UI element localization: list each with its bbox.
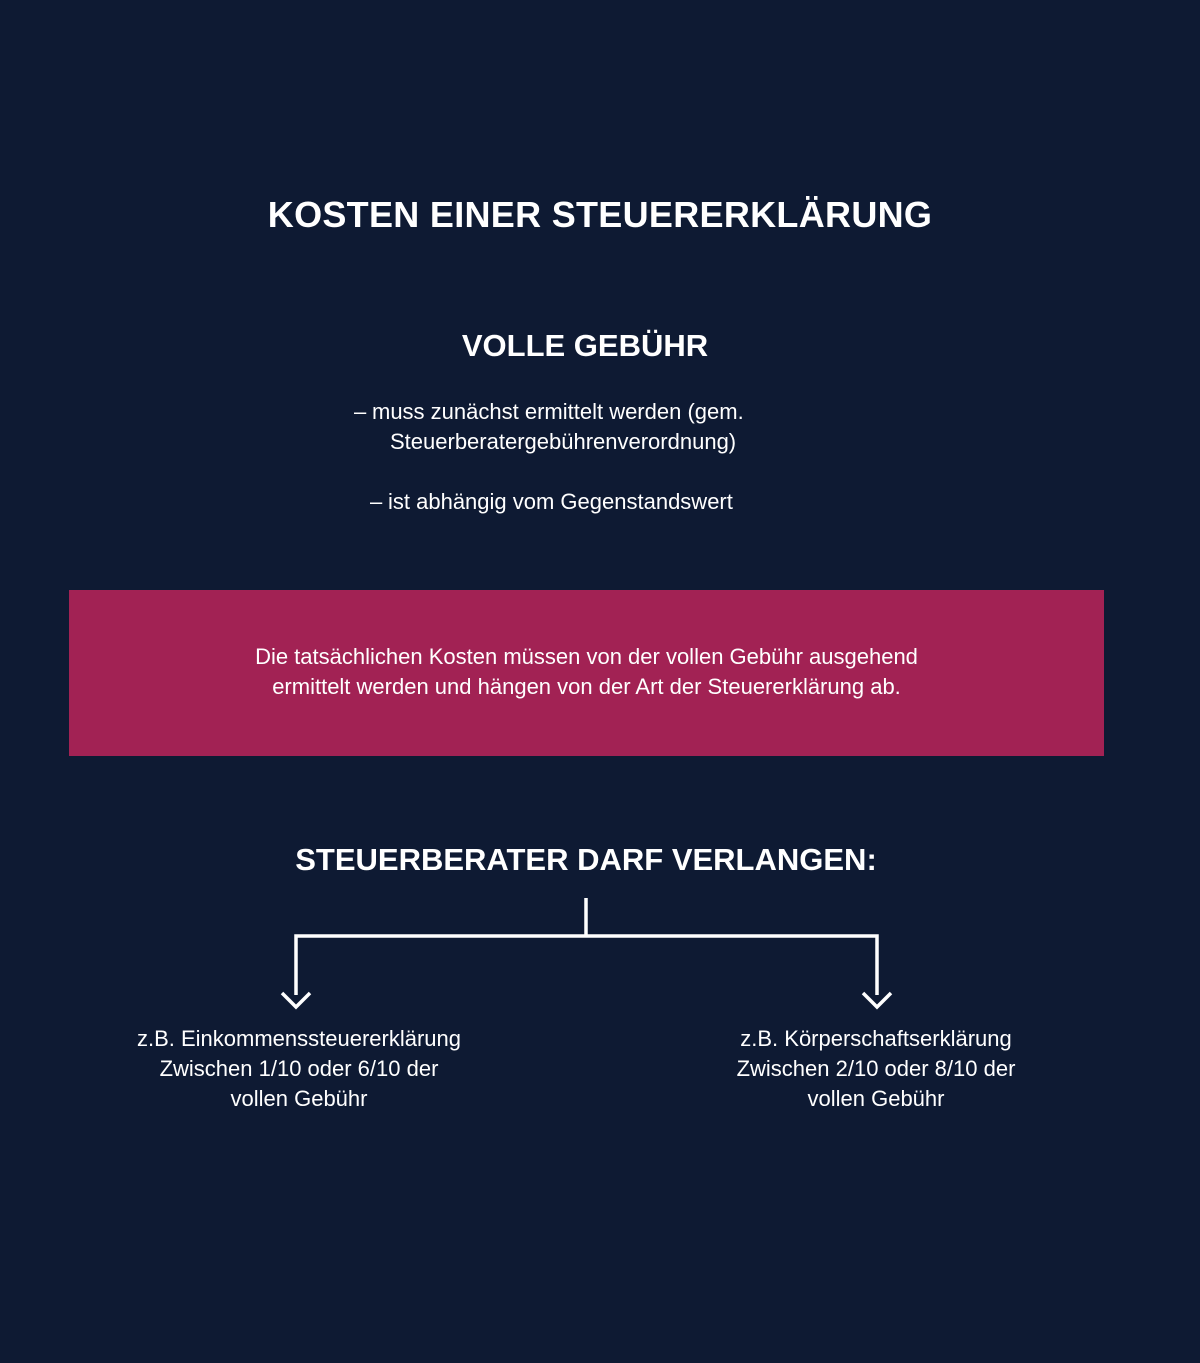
section-title-full-fee: VOLLE GEBÜHR (461, 328, 709, 363)
arrow-head-left (282, 993, 310, 1007)
connector-branch-line (296, 936, 877, 995)
leaf-text-line: z.B. Einkommenssteuererklärung (136, 1026, 462, 1051)
leaf-text-line: Zwischen 1/10 oder 6/10 der (159, 1056, 439, 1081)
bullet-dash: – (354, 399, 367, 424)
bullet-dash: – (370, 489, 383, 514)
leaf-text-line: vollen Gebühr (230, 1086, 368, 1111)
arrow-head-right (863, 993, 891, 1007)
bullet-item-dependency (370, 487, 733, 517)
section-title-advisor-may-charge: STEUERBERATER DARF VERLANGEN: (295, 842, 877, 877)
bullet-text-line: ist abhängig vom Gegenstandswert (388, 489, 733, 514)
bullet-item-determination (354, 397, 744, 457)
leaf-text-line: z.B. Körperschaftserklärung (740, 1026, 1012, 1051)
leaf-income-tax (69, 1024, 529, 1114)
leaf-text-line: vollen Gebühr (807, 1086, 945, 1111)
note-text: Die tatsächlichen Kosten müssen von der vollen Gebühr ausgehend ermittelt werden und hängen von der Art der Steuererklärung ab. (255, 644, 918, 699)
branch-connector (0, 895, 1200, 1015)
bullet-text-line: Steuerberatergebührenverordnung) (390, 429, 737, 454)
page-title: KOSTEN EINER STEUERERKLÄRUNG (267, 194, 933, 235)
leaf-corporate-tax (646, 1024, 1106, 1114)
leaf-text-line: Zwischen 2/10 oder 8/10 der (736, 1056, 1016, 1081)
note-box (69, 590, 1104, 756)
bullet-text-line: muss zunächst ermittelt werden (gem. (372, 399, 744, 424)
